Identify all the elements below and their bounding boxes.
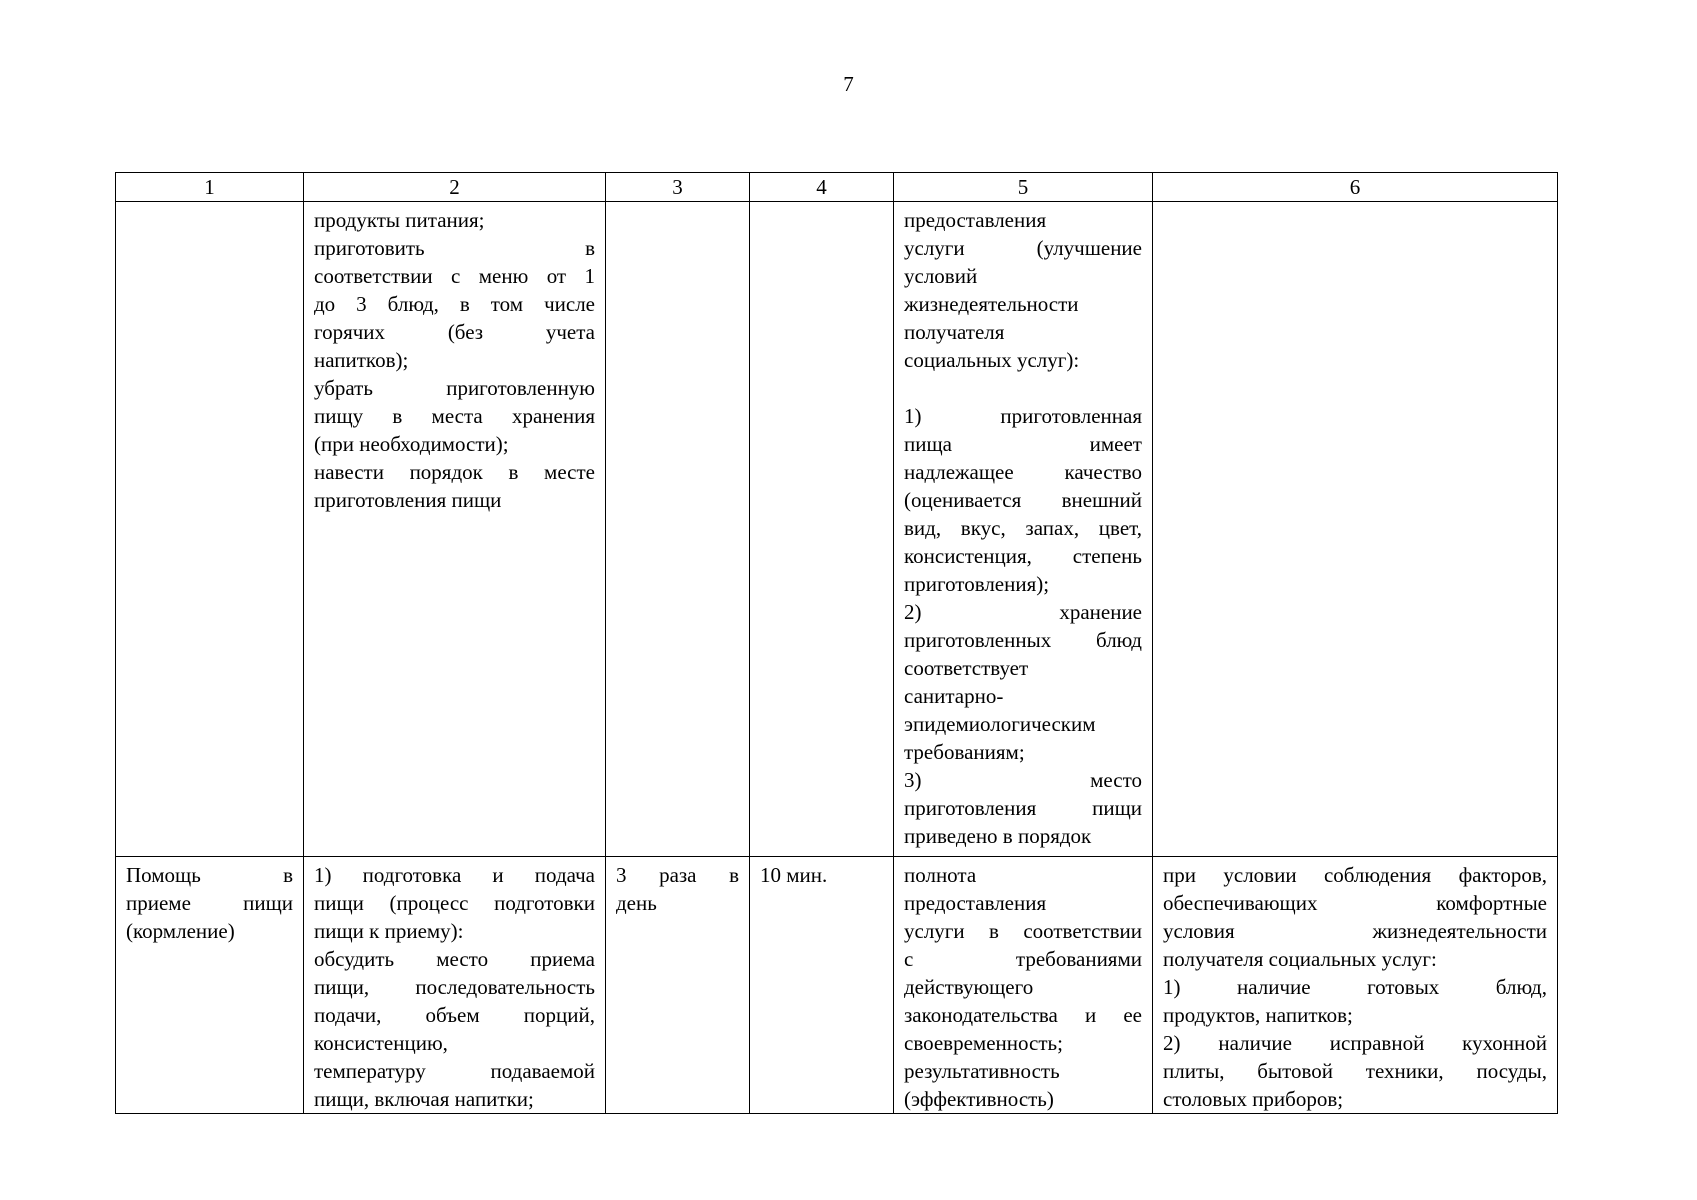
cell-text-line: соответствии с меню от 1	[314, 264, 595, 288]
cell-text-line: обеспечивающих комфортные	[1163, 891, 1547, 915]
cell-text-line: услуги (улучшение	[904, 236, 1142, 260]
cell-text-line: социальных услуг):	[904, 348, 1080, 372]
cell-text-line: 1) подготовка и подача	[314, 863, 595, 887]
cell-text-line: пищи (процесс подготовки	[314, 891, 595, 915]
cell-text-line: жизнедеятельности	[904, 292, 1079, 316]
cell-text-line: действующего	[904, 975, 1034, 999]
table-header-row	[116, 173, 1558, 202]
cell-text-line: полнота	[904, 863, 977, 887]
cell-duration	[750, 857, 894, 1114]
cell-text-line: пищу в места хранения	[314, 404, 595, 428]
cell-text-line: напитков);	[314, 348, 409, 372]
cell-text-line: предоставления	[904, 208, 1047, 232]
cell-text-line: условия жизнедеятельности	[1163, 919, 1547, 943]
cell-text-line: (кормление)	[126, 919, 235, 943]
cell-text-line: пища имеет	[904, 432, 1142, 456]
cell-frequency	[606, 857, 750, 1114]
cell-text-line: день	[616, 891, 657, 915]
cell-text-line: приготовления пищи	[314, 488, 502, 512]
cell-text-line: (эффективность)	[904, 1087, 1054, 1111]
cell-text-line: получателя социальных услуг:	[1163, 947, 1437, 971]
cell-text-line: надлежащее качество	[904, 460, 1142, 484]
cell-text-line: законодательства и ее	[904, 1003, 1142, 1027]
cell-conditions	[1153, 202, 1558, 857]
column-number-2: 2	[304, 173, 606, 202]
cell-text-line: до 3 блюд, в том числе	[314, 292, 595, 316]
cell-service-description	[304, 202, 606, 857]
cell-text-line: (оценивается внешний	[904, 488, 1142, 512]
cell-text-line: 10 мин.	[760, 863, 828, 887]
cell-text-line: пищи, включая напитки;	[314, 1087, 534, 1111]
table-row-feeding-help	[116, 857, 1558, 1114]
cell-text-line: 3 раза в	[616, 863, 739, 887]
cell-text-line: (при необходимости);	[314, 432, 509, 456]
cell-text-line: приготовленных блюд	[904, 628, 1142, 652]
cell-text-line: подачи, объем порций,	[314, 1003, 595, 1027]
cell-text-line	[904, 374, 1142, 402]
page-number: 7	[843, 72, 854, 96]
cell-text-line: при условии соблюдения факторов,	[1163, 863, 1547, 887]
cell-text-line: пищи, последовательность	[314, 975, 595, 999]
cell-text-line: продукты питания;	[314, 208, 485, 232]
cell-text-line: требованиям;	[904, 740, 1025, 764]
cell-service-description	[304, 857, 606, 1114]
cell-text-line: приеме пищи	[126, 891, 293, 915]
service-standards-table	[115, 172, 1558, 1114]
cell-service-name	[116, 857, 304, 1114]
cell-text-line: убрать приготовленную	[314, 376, 595, 400]
cell-text-line: получателя	[904, 320, 1005, 344]
cell-frequency	[606, 202, 750, 857]
cell-quality-indicators	[894, 857, 1153, 1114]
cell-conditions	[1153, 857, 1558, 1114]
cell-text-line: соответствует	[904, 656, 1029, 680]
cell-text-line: приготовить в	[314, 236, 595, 260]
cell-text-line: 1) наличие готовых блюд,	[1163, 975, 1547, 999]
cell-text-line: санитарно-	[904, 684, 1004, 708]
column-number-1: 1	[116, 173, 304, 202]
cell-quality-indicators	[894, 202, 1153, 857]
cell-text-line: приведено в порядок	[904, 824, 1092, 848]
cell-text-line: пищи к приему):	[314, 919, 464, 943]
cell-text-line: вид, вкус, запах, цвет,	[904, 516, 1142, 540]
column-number-4: 4	[750, 173, 894, 202]
cell-text-line: условий	[904, 264, 978, 288]
cell-text-line: 2) наличие исправной кухонной	[1163, 1031, 1547, 1055]
cell-text-line: обсудить место приема	[314, 947, 595, 971]
cell-text-line: предоставления	[904, 891, 1047, 915]
column-number-6: 6	[1153, 173, 1558, 202]
cell-text-line: столовых приборов;	[1163, 1087, 1344, 1111]
cell-text-line: температуру подаваемой	[314, 1059, 595, 1083]
cell-text-line: 2) хранение	[904, 600, 1142, 624]
cell-text-line: услуги в соответствии	[904, 919, 1142, 943]
cell-text-line: навести порядок в месте	[314, 460, 595, 484]
cell-text-line: своевременность;	[904, 1031, 1063, 1055]
cell-text-line: Помощь в	[126, 863, 293, 887]
cell-text-line: консистенцию,	[314, 1031, 448, 1055]
cell-text-line: горячих (без учета	[314, 320, 595, 344]
cell-text-line: эпидемиологическим	[904, 712, 1096, 736]
column-number-5: 5	[894, 173, 1153, 202]
cell-text-line: 1) приготовленная	[904, 404, 1142, 428]
cell-text-line: приготовления);	[904, 572, 1050, 596]
cell-text-line: 3) место	[904, 768, 1142, 792]
cell-text-line: консистенция, степень	[904, 544, 1142, 568]
cell-text-line: приготовления пищи	[904, 796, 1142, 820]
cell-duration	[750, 202, 894, 857]
column-number-3: 3	[606, 173, 750, 202]
cell-service-name	[116, 202, 304, 857]
table-row-continued	[116, 202, 1558, 857]
cell-text-line: результативность	[904, 1059, 1060, 1083]
cell-text-line: продуктов, напитков;	[1163, 1003, 1353, 1027]
cell-text-line: плиты, бытовой техники, посуды,	[1163, 1059, 1547, 1083]
cell-text-line: с требованиями	[904, 947, 1142, 971]
